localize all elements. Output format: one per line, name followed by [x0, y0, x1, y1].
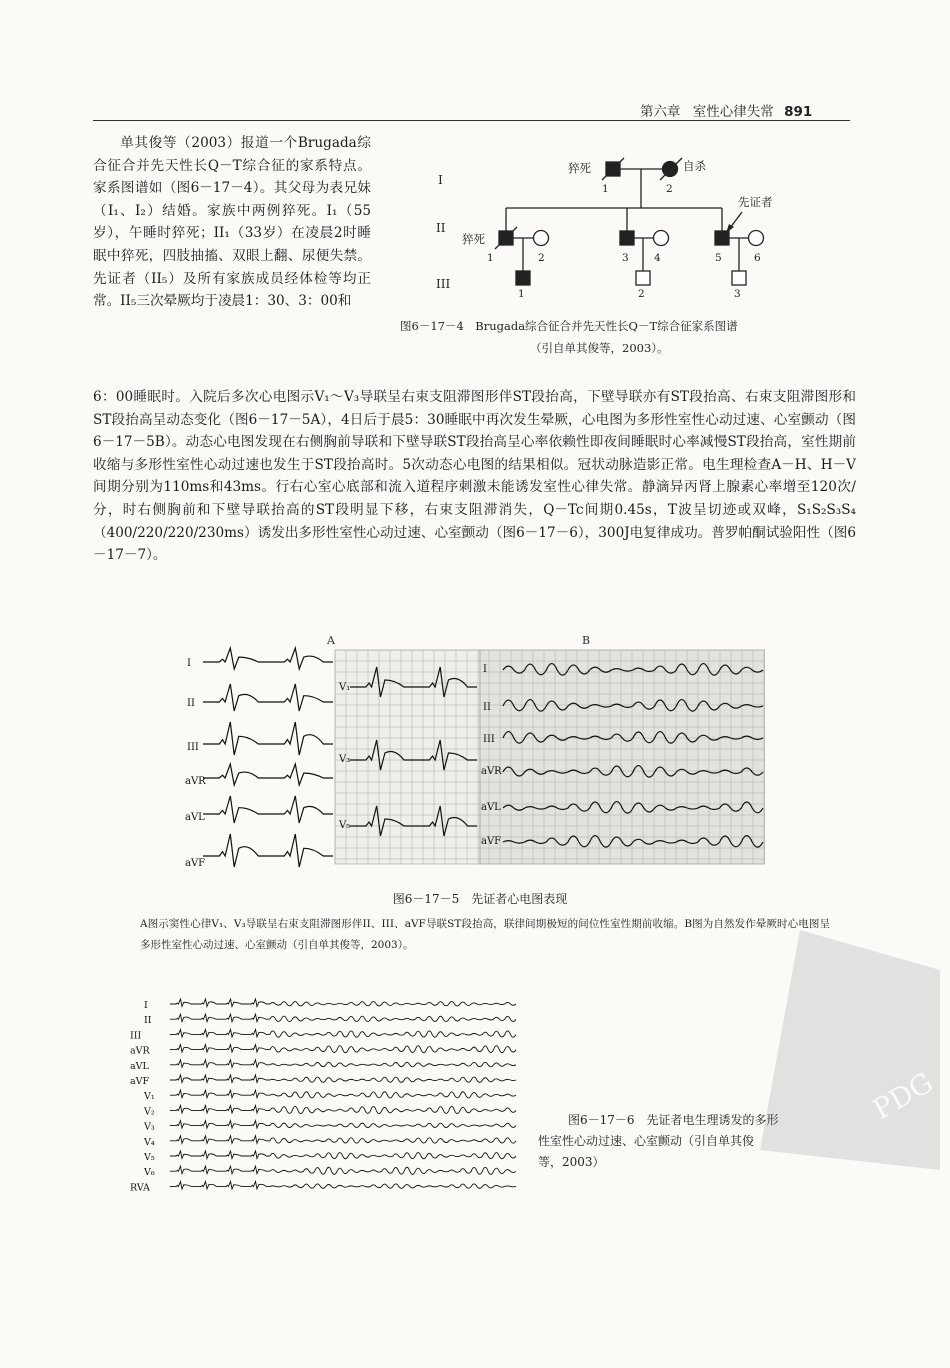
individual-number: 3	[734, 288, 741, 300]
lead-label: II	[187, 698, 195, 709]
ecg-trace	[170, 1181, 270, 1189]
female-deceased	[663, 162, 678, 177]
individual-number: 5	[715, 252, 722, 264]
lead-label: V₅	[144, 1152, 155, 1163]
ecg-trace	[170, 1014, 270, 1022]
female	[534, 231, 549, 246]
ecg-trace	[170, 1166, 270, 1174]
lead-label: V₃	[144, 1121, 155, 1133]
male	[732, 271, 746, 285]
ecg-trace	[270, 1092, 516, 1098]
lead-label: aVL	[481, 802, 501, 813]
section-label: 室性心律失常	[692, 104, 774, 120]
lead-label: V₁	[339, 682, 351, 693]
ecg-trace	[170, 1136, 270, 1144]
ecg-trace	[270, 1016, 516, 1021]
ecg-trace	[203, 648, 333, 669]
generation-label: I	[438, 173, 443, 187]
proband	[715, 231, 729, 245]
grid-panel-right	[480, 650, 765, 864]
main-paragraph: 6：00睡眠时。入院后多次心电图示V₁～V₃导联呈右束支阻滞图形伴ST段抬高，下壁导联亦有ST段抬高、右束支阻滞图形和ST段抬高呈动态变化（图6－17－5A），4日后于晨5：30睡眠中再次发生晕厥，心电图为多形性室性心动过速、心室颤动（图6－17－5B）。动态心电图发现在右侧胸前导联和下壁导联ST段抬高呈心率依赖性即夜间睡眠时心率减慢ST段抬高，室性期前收缩与多形性室性心动过速也发生于ST段抬高时。5次动态心电图的结果相似。冠状动脉造影正常。电生理检查A－H、H－V间期分别为110ms和43ms。行右心室心底部和流入道程序刺激未能诱发室性心律失常。静滴异丙肾上腺素心率增至120次/分，时右侧胸前和下壁导联抬高的ST段明显下移，右束支阻滞消失，Q－Tc间期0.45s，T波呈切迹或双峰，S₁S₂S₃S₄（400/220/220/230ms）诱发出多形性室性心动过速、心室颤动（图6－17－6），300J电复律成功。普罗帕酮试验阳性（图6－17－7）。	[93, 389, 856, 564]
pedigree-chart	[420, 140, 820, 305]
ecg-trace	[270, 1062, 516, 1066]
individual-number: 2	[666, 183, 673, 195]
lead-label: RVA	[130, 1182, 150, 1194]
ecg-trace	[270, 1167, 516, 1174]
lead-label: I	[144, 1000, 148, 1011]
panel-a-label: A	[327, 634, 335, 647]
fig4-caption-line1: 图6－17－4 Brugada综合征合并先天性长Q－T综合征家系图谱	[400, 319, 738, 333]
ecg-trace	[203, 764, 333, 785]
individual-number: 4	[654, 252, 661, 264]
ecg-trace	[270, 1031, 516, 1037]
header-rule	[93, 120, 850, 121]
ecg-trace	[270, 1184, 516, 1188]
lead-label: I	[187, 658, 191, 669]
male	[636, 271, 650, 285]
fig6-caption-line3: 等，2003）	[538, 1155, 605, 1169]
ecg-trace	[170, 1029, 270, 1037]
individual-number: 1	[602, 183, 609, 195]
fig4-caption	[400, 318, 850, 356]
ecg-trace	[170, 1045, 270, 1053]
intro-paragraph: 单其俊等（2003）报道一个Brugada综合征合并先天性长Q－T综合征的家系特点。家系图谱如（图6－17－4）。其父母为表兄妹（I₁、I₂）结婚。家族中两例猝死。I₁（55岁），午睡时猝死；II₁（33岁）在凌晨2时睡眠中猝死，四肢抽搐、双眼上翻、尿便失禁。先证者（II₅）及所有家族成员经体检等均正常。II₅三次晕厥均于凌晨1：30、3：00和	[93, 135, 371, 310]
sudden-death-label: 猝死	[462, 232, 485, 246]
ecg-trace	[170, 1060, 270, 1068]
male-affected	[620, 231, 634, 245]
ecg-trace	[203, 722, 333, 755]
chapter-label: 第六章	[640, 104, 681, 120]
ecg-trace	[170, 1105, 270, 1113]
library-seal-watermark	[740, 920, 950, 1180]
lead-label: III	[483, 734, 495, 745]
lead-label: aVR	[130, 1045, 150, 1057]
lead-label: aVL	[185, 812, 205, 823]
fig6-caption-line2: 性室性心动过速、心室颤动（引自单其俊	[538, 1134, 755, 1148]
lead-label: V₄	[144, 1136, 155, 1148]
ecg-trace	[270, 1046, 516, 1053]
proband-label: 先证者	[738, 195, 773, 209]
lead-label: aVF	[185, 858, 206, 869]
panel-b-label: B	[582, 634, 591, 647]
ecg-trace	[170, 1090, 270, 1098]
lead-label: III	[187, 742, 199, 753]
ecg-trace	[270, 1123, 516, 1127]
male-affected	[516, 271, 530, 285]
ecg-trace	[170, 1075, 270, 1083]
running-header	[640, 100, 812, 120]
individual-number: 1	[487, 252, 494, 264]
lead-label: V₆	[144, 1167, 155, 1179]
female	[654, 231, 669, 246]
individual-number: 1	[518, 288, 525, 300]
sudden-death-label: 猝死	[568, 161, 591, 175]
individual-number: 2	[538, 252, 545, 264]
lead-label: V₂	[144, 1106, 155, 1118]
lead-label: II	[483, 702, 491, 713]
ecg-trace	[270, 1106, 516, 1113]
lead-label: V₅	[339, 820, 351, 831]
fig4-caption-line2: （引自单其俊等，2003）。	[530, 341, 669, 355]
lead-label: III	[130, 1030, 142, 1042]
lead-label: aVR	[185, 776, 206, 787]
lead-label: V₁	[144, 1091, 155, 1103]
individual-number: 2	[638, 288, 645, 300]
ecg-trace	[203, 684, 333, 711]
generation-label: III	[436, 277, 451, 291]
fig5-ecg-figure	[185, 632, 765, 872]
lead-label: aVR	[481, 766, 502, 777]
ecg-trace	[270, 1077, 516, 1082]
individual-number: 6	[754, 252, 761, 264]
lead-label: II	[144, 1015, 152, 1027]
ecg-trace	[170, 1121, 270, 1129]
page-number: 891	[784, 104, 813, 120]
ecg-trace	[170, 1151, 270, 1159]
proband-arrow-icon	[726, 224, 734, 233]
lead-label: aVL	[130, 1060, 149, 1072]
lead-label: I	[483, 664, 487, 675]
lead-label: V₃	[339, 754, 351, 765]
lead-label: aVF	[130, 1076, 150, 1087]
fig6-ecg-figure	[130, 992, 520, 1197]
ecg-trace	[203, 834, 333, 867]
individual-number: 3	[622, 252, 629, 264]
ecg-trace	[270, 1153, 516, 1159]
fig5-caption: 图6－17－5 先证者心电图表现	[392, 892, 568, 906]
ecg-trace	[170, 999, 270, 1007]
ecg-trace	[270, 1138, 516, 1143]
suicide-label: 自杀	[683, 159, 706, 173]
fig5-note: A图示窦性心律V₁、V₃导联呈右束支阻滞图形伴II、III、aVF导联ST段抬高，联律间期极短的间位性室性期前收缩。B图为自然发作晕厥时心电图呈多形性室性心动过速、心室颤动（引自单其俊等，2003）。	[140, 918, 830, 951]
lead-label: aVF	[481, 836, 502, 847]
ecg-trace	[203, 796, 333, 823]
female	[749, 231, 764, 246]
generation-label: II	[436, 221, 446, 235]
ecg-trace	[270, 1002, 516, 1006]
fig6-caption-line1: 图6－17－6 先证者电生理诱发的多形	[568, 1113, 779, 1127]
watermark-text: PDG	[867, 1065, 939, 1127]
